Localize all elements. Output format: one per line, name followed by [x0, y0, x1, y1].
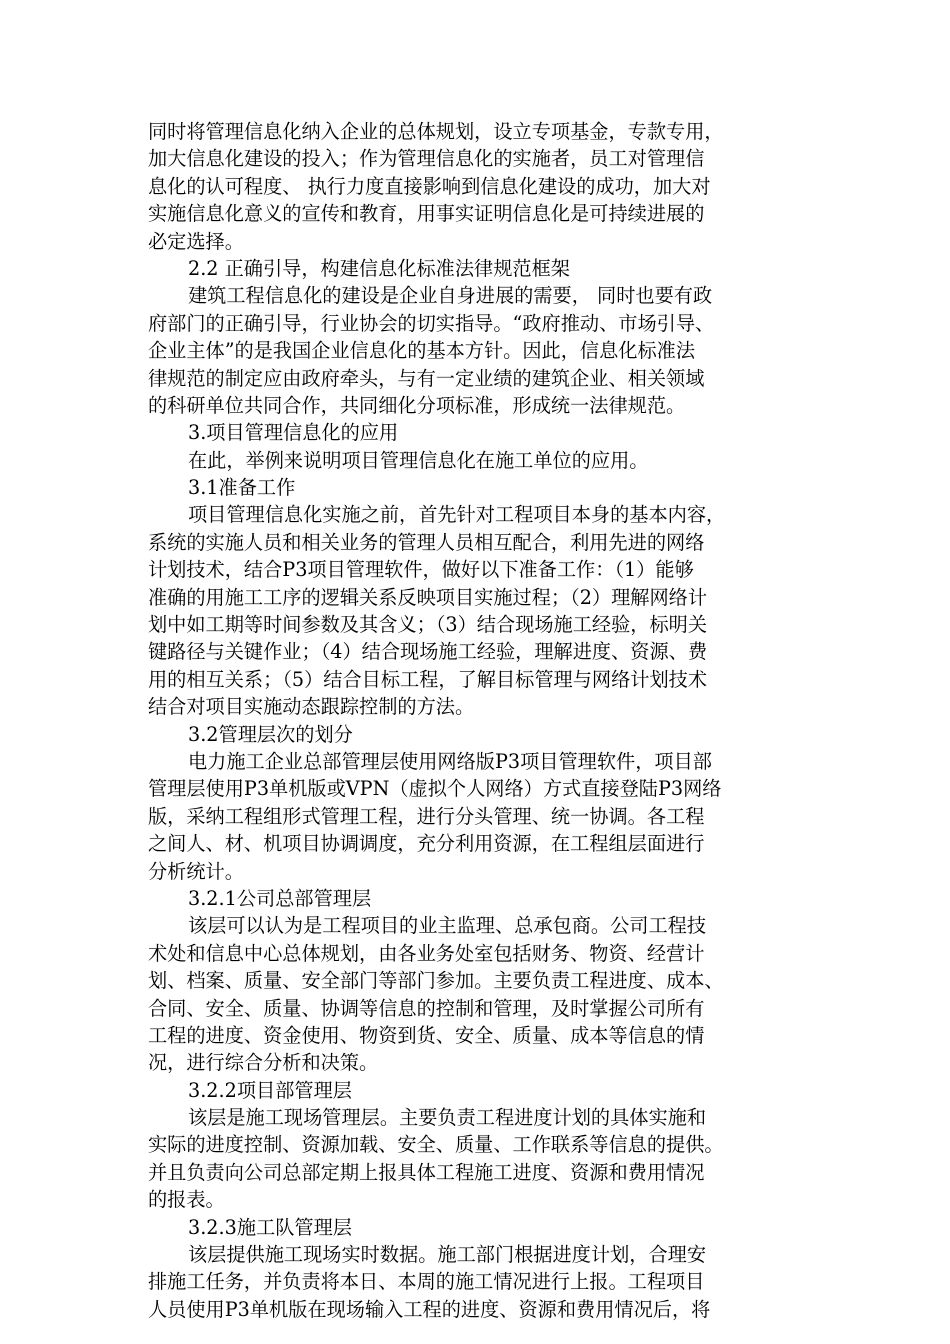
text-line: 实际的进度控制、资源加载、安全、质量、工作联系等信息的提供。 — [148, 1133, 724, 1157]
paragraph-first-line: 3.2管理层次的划分 — [188, 722, 353, 746]
text-line: 管理层使用P3单机版或VPN（虚拟个人网络）方式直接登陆P3网络 — [148, 777, 722, 801]
text-line: 合同、安全、质量、协调等信息的控制和管理，及时掌握公司所有 — [148, 996, 705, 1020]
text-line: 同时将管理信息化纳入企业的总体规划，设立专项基金，专款专用， — [148, 120, 724, 143]
paragraph-first-line: 该层是施工现场管理层。主要负责工程进度计划的具体实施和 — [188, 1106, 707, 1130]
text-line: 加大信息化建设的投入；作为管理信息化的实施者，员工对管理信 — [148, 147, 705, 171]
paragraph-first-line: 项目管理信息化实施之前，首先针对工程项目本身的基本内容， — [188, 503, 726, 527]
text-line: 息化的认可程度、 执行力度直接影响到信息化建设的成功，加大对 — [148, 174, 711, 198]
paragraph-first-line: 2.2 正确引导，构建信息化标准法律规范框架 — [188, 256, 570, 280]
text-line: 划、档案、质量、安全部门等部门参加。主要负责工程进度、成本、 — [148, 969, 724, 993]
text-line: 版，采纳工程组形式管理工程，进行分头管理、统一协调。各工程 — [148, 804, 705, 828]
paragraph-first-line: 3.2.1公司总部管理层 — [188, 886, 372, 910]
paragraph-first-line: 3.2.3施工队管理层 — [188, 1215, 352, 1239]
text-line: 府部门的正确引导，行业协会的切实指导。“政府推动、市场引导、 — [148, 311, 715, 335]
text-line: 划中如工期等时间参数及其含义；（3）结合现场施工经验，标明关 — [148, 613, 708, 637]
paragraph-first-line: 3.项目管理信息化的应用 — [188, 421, 399, 445]
text-line: 人员使用P3单机版在现场输入工程的进度、资源和费用情况后，将 — [148, 1297, 711, 1321]
paragraph-first-line: 该层可以认为是工程项目的业主监理、总承包商。公司工程技 — [188, 914, 707, 938]
paragraph-first-line: 建筑工程信息化的建设是企业自身进展的需要， 同时也要有政 — [188, 284, 713, 308]
text-line: 术处和信息中心总体规划，由各业务处室包括财务、物资、经营计 — [148, 941, 705, 965]
text-line: 工程的进度、资金使用、物资到货、安全、质量、成本等信息的情 — [148, 1023, 705, 1047]
text-line: 并且负责向公司总部定期上报具体工程施工进度、资源和费用情况 — [148, 1160, 705, 1184]
text-line: 之间人、材、机项目协调调度，充分利用资源，在工程组层面进行 — [148, 832, 705, 856]
text-line: 用的相互关系；（5）结合目标工程，了解目标管理与网络计划技术 — [148, 667, 708, 691]
text-line: 况，进行综合分析和决策。 — [148, 1051, 379, 1075]
paragraph-first-line: 3.2.2项目部管理层 — [188, 1078, 352, 1102]
text-line: 实施信息化意义的宣传和教育，用事实证明信息化是可持续进展的 — [148, 202, 705, 226]
paragraph-first-line: 在此，举例来说明项目管理信息化在施工单位的应用。 — [188, 448, 649, 472]
text-line: 计划技术，结合P3项目管理软件，做好以下准备工作：（1）能够 — [148, 558, 694, 582]
text-line: 的科研单位共同合作，共同细化分项标准，形成统一法律规范。 — [148, 393, 686, 417]
text-line: 排施工任务，并负责将本日、本周的施工情况进行上报。工程项目 — [148, 1270, 705, 1294]
text-line: 系统的实施人员和相关业务的管理人员相互配合，利用先进的网络 — [148, 530, 705, 554]
paragraph-first-line: 该层提供施工现场实时数据。施工部门根据进度计划，合理安 — [188, 1243, 707, 1267]
text-line: 的报表。 — [148, 1188, 225, 1212]
text-line: 分析统计。 — [148, 859, 244, 883]
text-line: 企业主体”的是我国企业信息化的基本方针。因此，信息化标准法 — [148, 339, 696, 363]
text-line: 律规范的制定应由政府牵头，与有一定业绩的建筑企业、相关领域 — [148, 366, 705, 390]
paragraph-first-line: 电力施工企业总部管理层使用网络版P3项目管理软件，项目部 — [188, 749, 712, 773]
text-line: 结合对项目实施动态跟踪控制的方法。 — [148, 695, 475, 719]
text-line: 键路径与关键作业；（4）结合现场施工经验，理解进度、资源、费 — [148, 640, 708, 664]
text-line: 准确的用施工工序的逻辑关系反映项目实施过程；（2）理解网络计 — [148, 585, 708, 609]
text-line: 必定选择。 — [148, 229, 244, 253]
document-body — [148, 118, 808, 1323]
paragraph-first-line: 3.1准备工作 — [188, 476, 296, 500]
